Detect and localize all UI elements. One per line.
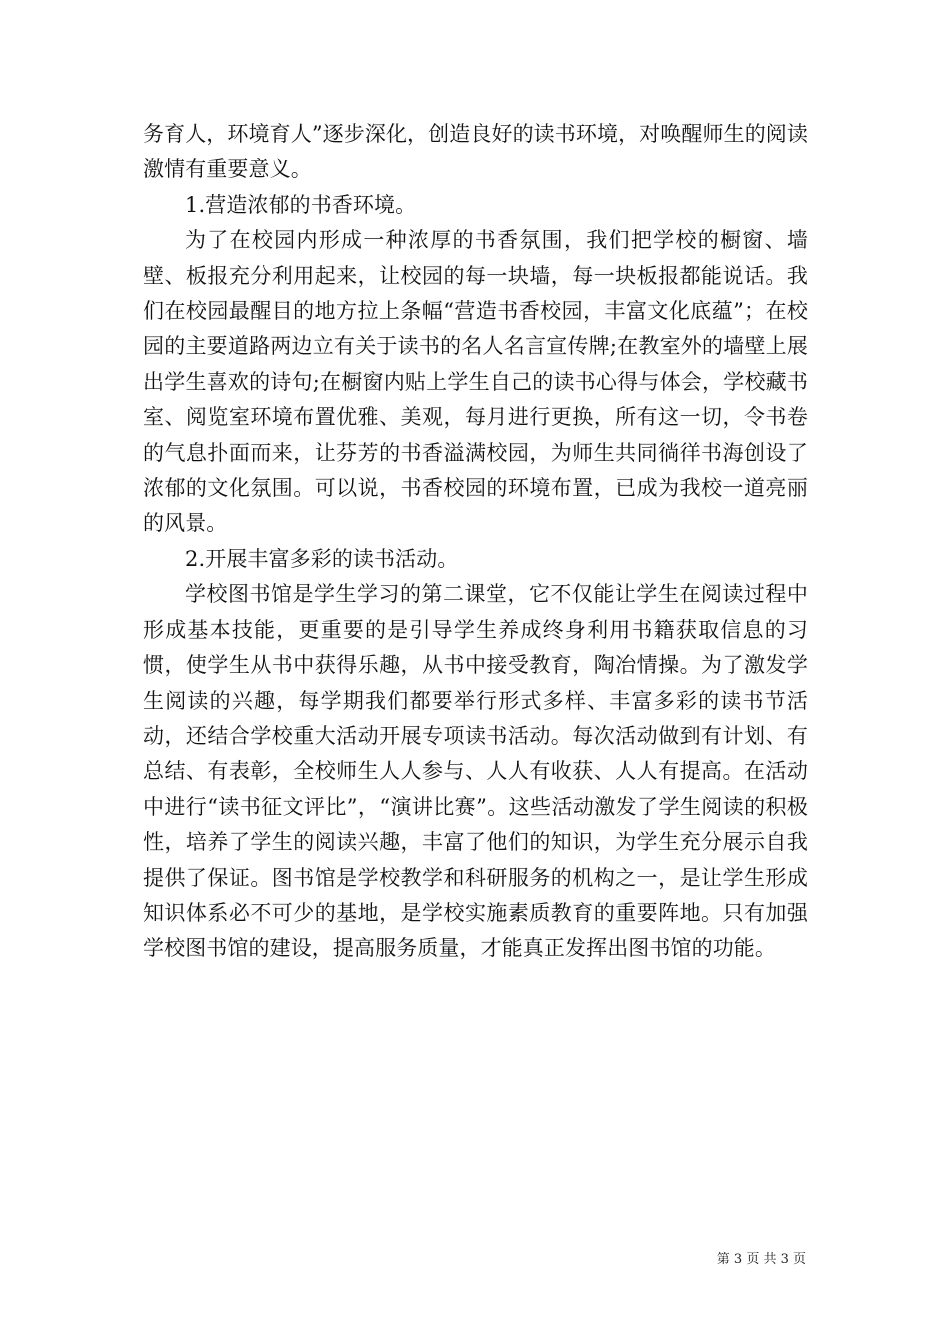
paragraph-intro-continuation: 务育人，环境育人”逐步深化，创造良好的读书环境，对唤醒师生的阅读激情有重要意义。 xyxy=(143,122,808,182)
paragraph-reading-environment: 为了在校园内形成一种浓厚的书香氛围，我们把学校的橱窗、墙壁、板报充分利用起来，让校园的每一块墙，每一块板报都能说话。我们在校园最醒目的地方拉上条幅“营造书香校园，丰富文化底蕴”；在校园的主要道路两边立有关于读书的名人名言宣传牌;在教室外的墙壁上展出学生喜欢的诗句;在橱窗内贴上学生自己的读书心得与体会，学校藏书室、阅览室环境布置优雅、美观，每月进行更换，所有这一切，令书卷的气息扑面而来，让芬芳的书香溢满校园，为师生共同徜徉书海创设了浓郁的文化氛围。可以说，书香校园的环境布置，已成为我校一道亮丽的风景。 xyxy=(143,228,808,536)
paragraph-reading-activities: 学校图书馆是学生学习的第二课堂，它不仅能让学生在阅读过程中形成基本技能，更重要的是引导学生养成终身利用书籍获取信息的习惯，使学生从书中获得乐趣，从书中接受教育，陶冶情操。为了激发学生阅读的兴趣，每学期我们都要举行形式多样、丰富多彩的读书节活动，还结合学校重大活动开展专项读书活动。每次活动做到有计划、有总结、有表彰，全校师生人人参与、人人有收获、人人有提高。在活动中进行“读书征文评比”，“演讲比赛”。这些活动激发了学生阅读的积极性，培养了学生的阅读兴趣，丰富了他们的知识，为学生充分展示自我提供了保证。图书馆是学校教学和科研服务的机构之一，是让学生形成知识体系必不可少的基地，是学校实施素质教育的重要阵地。只有加强学校图书馆的建设，提高服务质量，才能真正发挥出图书馆的功能。 xyxy=(143,582,808,961)
document-body xyxy=(143,117,808,967)
page-number-footer: 第 3 页 共 3 页 xyxy=(716,1252,806,1267)
section-heading-2: 2.开展丰富多彩的读书活动。 xyxy=(185,546,459,571)
section-heading-1: 1.营造浓郁的书香环境。 xyxy=(185,192,417,217)
